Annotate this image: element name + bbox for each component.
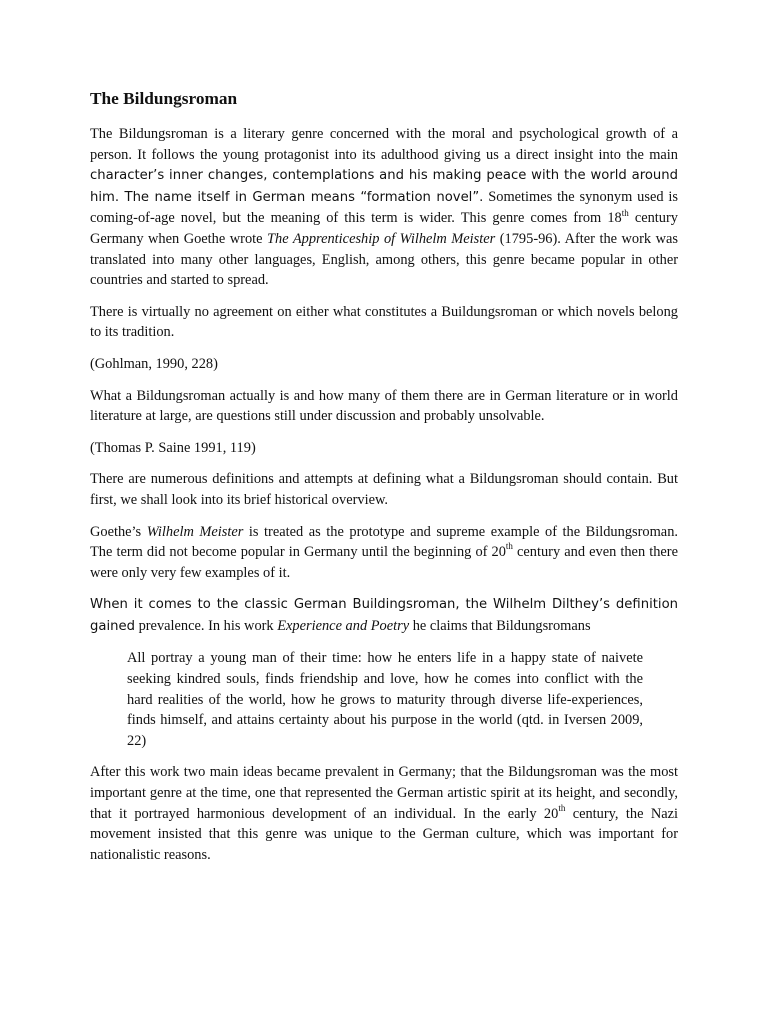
book-title: Wilhelm Meister — [146, 523, 244, 540]
citation-saine: (Thomas P. Saine 1991, 119) — [90, 439, 256, 456]
document-title: The Bildungsroman — [90, 89, 238, 108]
document-body — [90, 88, 678, 876]
block-quote-dilthey: All portray a young man of their time: how he enters life in a happy state of naivete seeking kindred souls, finds friendship and love, how he comes into conflict with the hard realities of the world, how he grows to maturity through diverse life-experiences, finds himself, and attains certainty about his purpose in the world (qtd. in Iversen 2009, 22) — [127, 650, 643, 749]
paragraph-goethe: Goethe’s Wilhelm Meister is treated as the prototype and supreme example of the Bildungsroman. The term did not become popular in Germany until the beginning of 20th century and even then there were only very few examples of it. — [90, 523, 678, 581]
paragraph-quote-saine: What a Bildungsroman actually is and how many of them there are in German literature or in world literature at large, are questions still under discussion and probably unsolvable. — [90, 387, 678, 425]
paragraph-quote-gohlman: There is virtually no agreement on either what constitutes a Buildungsroman or which novels belong to its tradition. — [90, 303, 678, 341]
paragraph-conclusion: After this work two main ideas became prevalent in Germany; that the Bildungsroman was the most important genre at the time, one that represented the German artistic spirit at its height, and secondly, that it portrayed harmonious development of an individual. In the early 20th century, the Nazi movement insisted that this genre was unique to the German culture, which was important for nationalistic reasons. — [90, 764, 678, 863]
book-title: Experience and Poetry — [277, 617, 410, 634]
citation-gohlman: (Gohlman, 1990, 228) — [90, 355, 218, 372]
book-title: The Apprenticeship of Wilhelm Meister — [267, 230, 496, 247]
paragraph-intro: The Bildungsroman is a literary genre concerned with the moral and psychological growth of a person. It follows the young protagonist into its adulthood giving us a direct insight into the main character’s inner changes, contemplations and his making peace with the world around him. The name itself in German means “formation novel”. Sometimes the synonym used is coming-of-age novel, but the meaning of this term is wider. This genre comes from 18th century Germany when Goethe wrote The Apprenticeship of Wilhelm Meister (1795-96). After the work was translated into many other languages, English, among others, this genre became popular in other countries and started to spread. — [90, 126, 678, 289]
paragraph-definitions: There are numerous definitions and attempts at defining what a Bildungsroman should contain. But first, we shall look into its brief historical overview. — [90, 471, 678, 508]
paragraph-dilthey: When it comes to the classic German Buildingsroman, the Wilhelm Dilthey’s definition gained prevalence. In his work Experience and Poetry he claims that Bildungsromans — [90, 597, 678, 634]
